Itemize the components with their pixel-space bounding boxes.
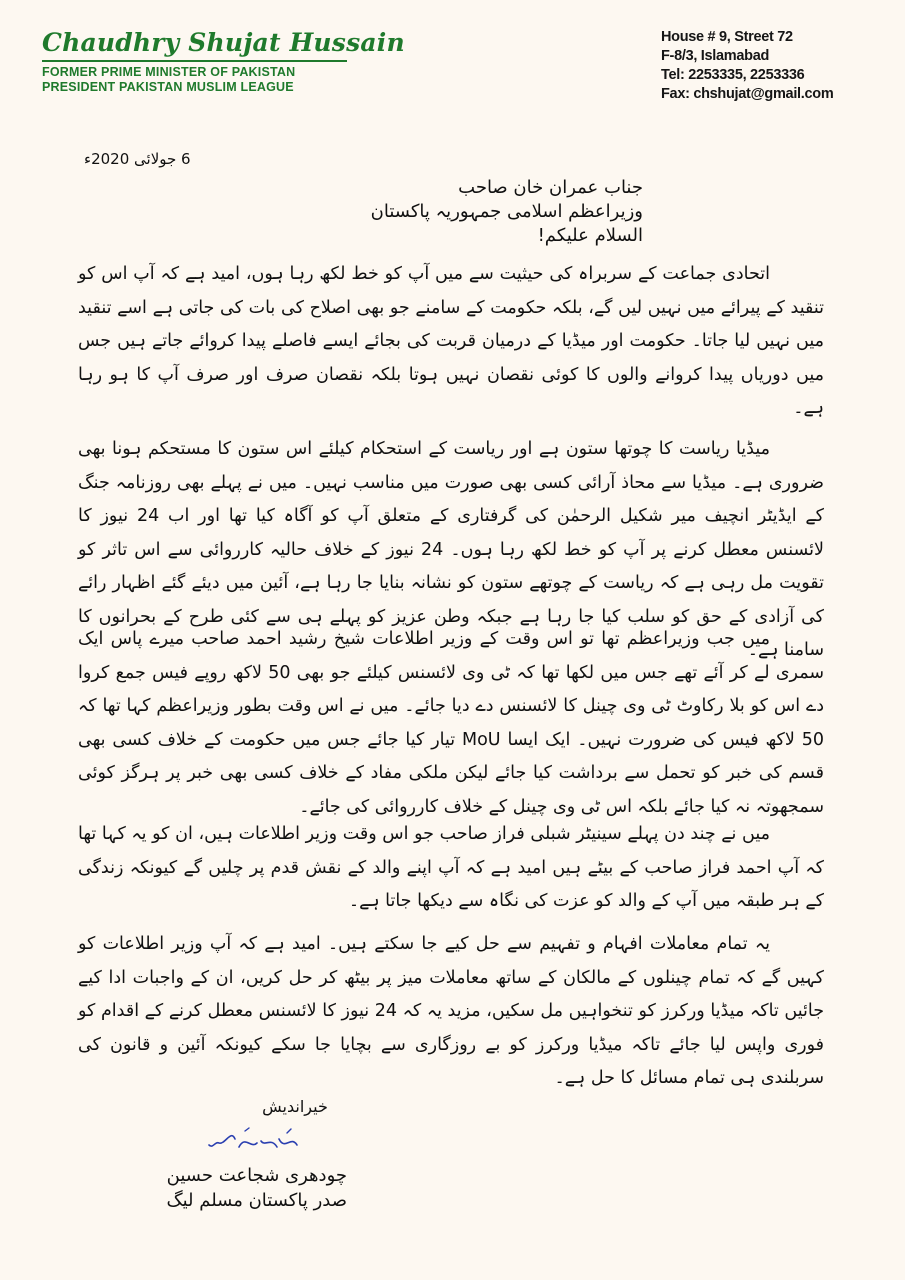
letterhead-left: [42, 26, 405, 95]
paragraph-4: [78, 818, 824, 919]
letterhead-divider: [42, 60, 347, 62]
signatory-name: چودھری شجاعت حسین: [166, 1165, 347, 1186]
recipient-title: وزیراعظم اسلامی جمہوریہ پاکستان: [370, 201, 643, 222]
fax-email: Fax: chshujat@gmail.com: [661, 86, 834, 102]
paragraph-text: یہ تمام معاملات افہام و تفہیم سے حل کیے جا سکتے ہیں۔ امید ہے کہ آپ وزیر اطلاعات کو کہیں گے کہ تمام چینلوں کے مالکان کے ساتھ معاملات میز پر بیٹھ کر حل کریں، ان کے واجبات ادا کیے جائیں تاکہ میڈیا ورکرز کو تنخواہیں مل سکیں، مزید یہ کہ 24 نیوز کا لائسنس معطل کرنے کے اقدام کو فوری واپس لیا جائے تاکہ میڈیا ورکرز کو بے روزگاری سے بچایا جا سکے کیونکہ آئین و قانون کی سربلندی ہی تمام مسائل کا حل ہے۔: [78, 934, 825, 1088]
paragraph-1: [78, 258, 824, 426]
address-line-2: F-8/3, Islamabad: [661, 48, 770, 64]
paragraph-text: میں نے چند دن پہلے سینیٹر شبلی فراز صاحب جو اس وقت وزیر اطلاعات ہیں، ان کو یہ کہا تھا کہ آپ احمد فراز صاحب کے بیٹے ہیں امید ہے کہ آپ اپنے والد کے نقش قدم پر چلیں گے کیونکہ زندگی کے ہر طبقہ میں آپ کے والد کو عزت کی نگاہ سے دیکھا جاتا ہے۔: [78, 824, 824, 911]
letter-date: 6 جولائی 2020ء: [84, 150, 191, 168]
paragraph-text: میں جب وزیراعظم تھا تو اس وقت کے وزیر اطلاعات شیخ رشید احمد صاحب میرے پاس ایک سمری لے کر آئے تھے جس میں لکھا تھا کہ ٹی وی لائسنس کیلئے جو بھی 50 لاکھ روپے فیس جمع کروا دے اس کو بلا رکاوٹ ٹی وی چینل کا لائسنس دے دیا جائے۔ میں نے اس وقت بطور وزیراعظم کہا تھا کہ 50 لاکھ فیس کی ضرورت نہیں۔ ایک ایسا MoU تیار کیا جائے جس میں حکومت کے خلاف کسی بھی قسم کی خبر کو تحمل سے برداشت کیا جائے لیکن ملکی مفاد کے خلاف کسی بھی خبر پر ہرگز کوئی سمجھوتہ نہ کیا جائے بلکہ اس ٹی وی چینل کے خلاف کارروائی کی جائے۔: [78, 629, 824, 817]
letterhead-title-1: FORMER PRIME MINISTER OF PAKISTAN: [42, 65, 296, 79]
paragraph-text: میڈیا ریاست کا چوتھا ستون ہے اور ریاست کے استحکام کیلئے اس ستون کا مستحکم ہونا بھی ضروری ہے۔ میڈیا سے محاذ آرائی کسی بھی صورت میں مناسب نہیں۔ میں نے پہلے بھی روزنامہ جنگ کے ایڈیٹر انچیف میر شکیل الرحمٰن کی گرفتاری کے متعلق آپ کو آگاہ کیا تھا اور اب 24 نیوز کا لائسنس معطل کرنے پر آپ کو خط لکھ رہا ہوں۔ 24 نیوز کے خلاف حالیہ کارروائی سے اس تاثر کو تقویت مل رہی ہے کہ ریاست کے چوتھے ستون کو نشانہ بنایا جا رہا ہے، آئین میں دیئے گئے اظہار رائے کی آزادی کے حق کو سلب کیا جا رہا ہے جبکہ وطن عزیز کو پہلے ہی سے کئی طرح کے بحرانوں کا سامنا ہے۔: [78, 439, 824, 660]
closing-phrase: خیراندیش: [262, 1097, 328, 1116]
address-line-1: House # 9, Street 72: [661, 29, 793, 45]
letterhead-title-2: PRESIDENT PAKISTAN MUSLIM LEAGUE: [42, 80, 294, 94]
handwritten-signature: [205, 1125, 315, 1161]
paragraph-3: [78, 623, 824, 824]
signatory-block: [166, 1163, 347, 1213]
closing-block: [240, 1095, 350, 1119]
telephone: Tel: 2253335, 2253336: [661, 67, 805, 83]
recipient-block: [371, 176, 643, 248]
signatory-title: صدر پاکستان مسلم لیگ: [166, 1190, 347, 1211]
recipient-name: جناب عمران خان صاحب: [458, 177, 643, 198]
paragraph-5: [78, 928, 824, 1096]
letterhead-contact: [661, 28, 891, 104]
salutation: السلام علیکم!: [537, 225, 643, 246]
paragraph-text: اتحادی جماعت کے سربراہ کی حیثیت سے میں آپ کو خط لکھ رہا ہوں، امید ہے کہ آپ اس کو تنقید کے پیرائے میں نہیں لیں گے، بلکہ حکومت کے سامنے جو بھی اصلاح کی بات کی جاتی ہے اسے تنقید میں نہیں لیا جاتا۔ حکومت اور میڈیا کے درمیان قربت کی بجائے ایسے فاصلے پیدا کروائے جاتے ہیں جس میں دوریاں پیدا کروانے والوں کا کوئی نقصان نہیں ہوتا بلکہ نقصان صرف اور صرف آپ کا ہو رہا ہے۔: [78, 264, 824, 418]
letterhead-name: Chaudhry Shujat Hussain: [42, 28, 405, 57]
